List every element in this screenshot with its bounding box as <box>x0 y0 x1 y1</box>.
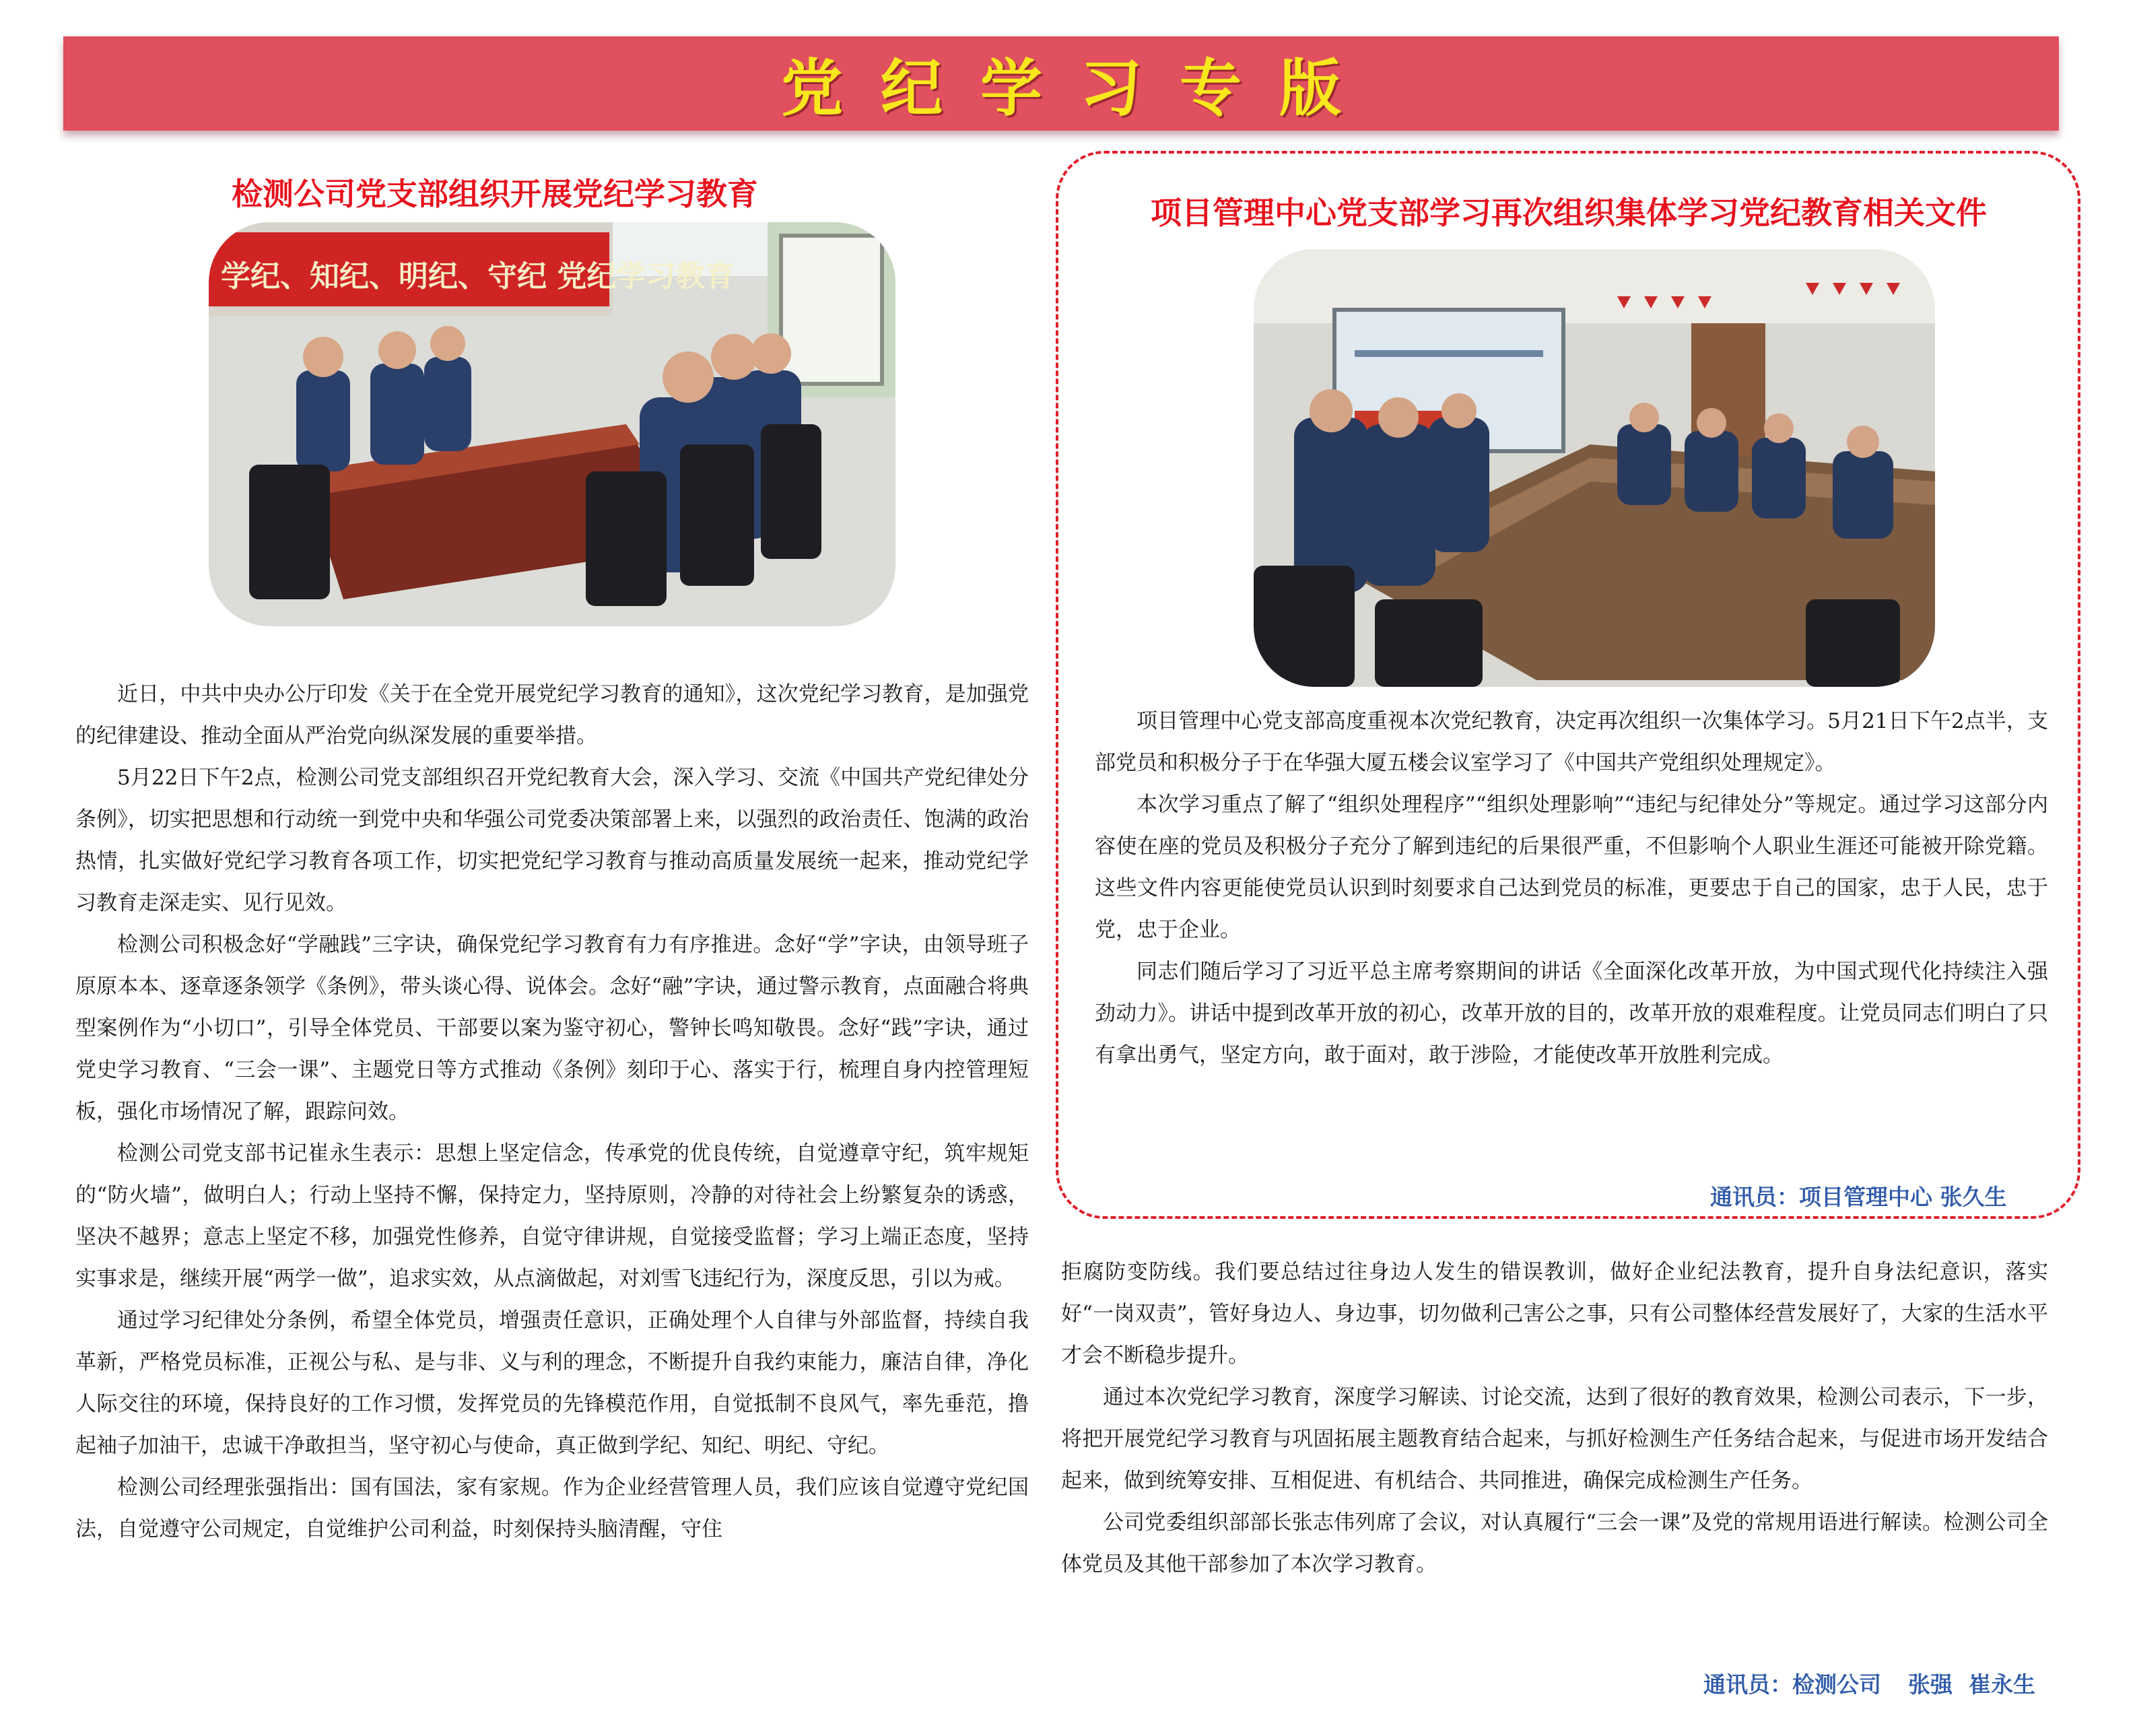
left-article-continuation <box>1061 1251 2048 1585</box>
closing-paragraph: 通过本次党纪学习教育，深度学习解读、讨论交流，达到了很好的教育效果，检测公司表示，下一步，将把开展党纪学习教育与巩固拓展主题教育结合起来，与抓好检测生产任务结合起来，与促进市场开发结合起来，做到统筹安排、互相促进、有机结合、共同推进，确保完成检测生产任务。 <box>1061 1385 2048 1493</box>
right-headline: 项目管理中心党支部学习再次组织集体学习党纪教育相关文件 <box>1151 195 1987 231</box>
continuation-paragraph: 拒腐防变防线。我们要总结过往身边人发生的错误教训，做好企业纪法教育，提升自身法纪意识，落实好“一岗双责”，管好身边人、身边事，切勿做利己害公之事，只有公司整体经营发展好了，大家的生活水平才会不断稳步提升。 <box>1061 1260 2048 1368</box>
left-headline: 检测公司党支部组织开展党纪学习教育 <box>232 176 758 212</box>
left-paragraph: 检测公司积极念好“学融践”三字诀，确保党纪学习教育有力有序推进。念好“学”字诀，由领导班子原原本本、逐章逐条领学《条例》，带头谈心得、说体会。念好“融”字诀，通过警示教育，点面融合将典型案例作为“小切口”，引导全体党员、干部要以案为鉴守初心，警钟长鸣知敬畏。念好“践”字诀，通过党史学习教育、“三会一课”、主题党日等方式推动《条例》刻印于心、落实于行，梳理自身内控管理短板，强化市场情况了解，跟踪问效。 <box>75 933 1029 1124</box>
left-byline-label: 通讯员：检测公司 <box>1703 1671 1881 1698</box>
left-paragraph: 检测公司党支部书记崔永生表示：思想上坚定信念，传承党的优良传统，自觉遵章守纪，筑牢规矩的“防火墙”，做明白人；行动上坚持不懈，保持定力，坚持原则，冷静的对待社会上纷繁复杂的诱惑，坚决不越界；意志上坚定不移，加强党性修养，自觉守律讲规，自觉接受监督；学习上端正态度，坚持实事求是，继续开展“两学一做”，追求实效，从点滴做起，对刘雪飞违纪行为，深度反思，引以为戒。 <box>75 1141 1029 1291</box>
right-photo <box>1254 249 1935 687</box>
right-paragraph: 同志们随后学习了习近平总主席考察期间的讲话《全面深化改革开放，为中国式现代化持续注入强劲动力》。讲话中提到改革开放的初心，改革开放的目的，改革开放的艰难程度。让党员同志们明白了只有拿出勇气，坚定方向，敢于面对，敢于涉险，才能使改革开放胜利完成。 <box>1095 960 2048 1067</box>
left-photo <box>209 222 895 626</box>
left-byline <box>1703 1667 2035 1699</box>
left-byline-name: 崔永生 <box>1969 1671 2035 1698</box>
right-article-body <box>1095 700 2048 1076</box>
right-byline: 通讯员：项目管理中心 张久生 <box>1710 1184 2007 1210</box>
right-paragraph: 项目管理中心党支部高度重视本次党纪教育，决定再次组织一次集体学习。5月21日下午2点半，支部党员和积极分子于在华强大厦五楼会议室学习了《中国共产党组织处理规定》。 <box>1095 709 2048 775</box>
left-byline-name: 张强 <box>1908 1671 1953 1698</box>
left-paragraph: 通过学习纪律处分条例，希望全体党员，增强责任意识，正确处理个人自律与外部监督，持续自我革新，严格党员标准，正视公与私、是与非、义与利的理念，不断提升自我约束能力，廉洁自律，净化人际交往的环境，保持良好的工作习惯，发挥党员的先锋模范作用，自觉抵制不良风气，率先垂范，撸起袖子加油干，忠诚干净敢担当，坚守初心与使命，真正做到学纪、知纪、明纪、守纪。 <box>75 1308 1029 1458</box>
left-article-body <box>75 673 1029 1550</box>
left-paragraph: 近日，中共中央办公厅印发《关于在全党开展党纪学习教育的通知》，这次党纪学习教育，是加强党的纪律建设、推动全面从严治党向纵深发展的重要举措。 <box>75 682 1029 748</box>
photo-banner-text: 学纪、知纪、明纪、守纪 党纪学习教育 <box>221 259 735 294</box>
left-paragraph: 检测公司经理张强指出：国有国法，家有家规。作为企业经营管理人员，我们应该自觉遵守党纪国法，自觉遵守公司规定，自觉维护公司利益，时刻保持头脑清醒，守住 <box>75 1475 1029 1541</box>
banner-title: 党纪学习专版 <box>780 53 1379 125</box>
closing-paragraph: 公司党委组织部部长张志伟列席了会议，对认真履行“三会一课”及党的常规用语进行解读。检测公司全体党员及其他干部参加了本次学习教育。 <box>1061 1510 2048 1576</box>
right-paragraph: 本次学习重点了解了“组织处理程序”“组织处理影响”“违纪与纪律处分”等规定。通过学习这部分内容使在座的党员及积极分子充分了解到违纪的后果很严重，不但影响个人职业生涯还可能被开除党籍。这些文件内容更能使党员认识到时刻要求自己达到党员的标准，更要忠于自己的国家，忠于人民，忠于党，忠于企业。 <box>1095 793 2048 942</box>
left-paragraph: 5月22日下午2点，检测公司党支部组织召开党纪教育大会，深入学习、交流《中国共产党纪律处分条例》，切实把思想和行动统一到党中央和华强公司党委决策部署上来，以强烈的政治责任、饱满的政治热情，扎实做好党纪学习教育各项工作，切实把党纪学习教育与推动高质量发展统一起来，推动党纪学习教育走深走实、见行见效。 <box>75 766 1029 915</box>
top-banner <box>63 36 2059 131</box>
